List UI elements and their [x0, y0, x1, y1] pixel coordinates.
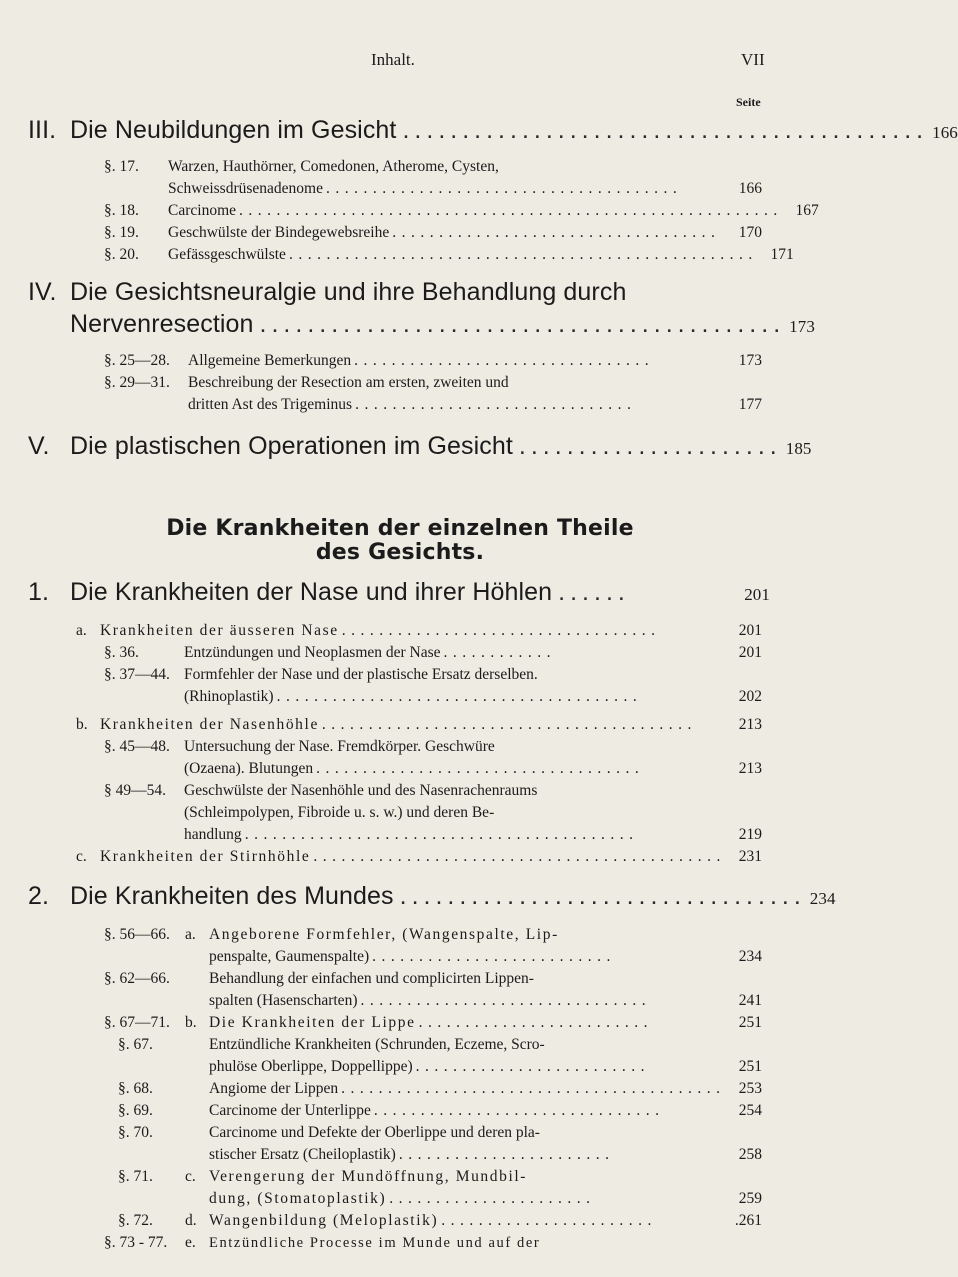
chapter-5-heading: V. Die plastischen Operationen im Gesicht ...................... 185 [28, 432, 812, 460]
chapter-page: 185 [785, 439, 812, 458]
toc-entry: §. 19. Geschwülste der Bindegewebsreihe ................................... 170 [104, 224, 762, 241]
chapter-page: 173 [789, 317, 815, 336]
toc-entry-continued: (Ozaena). Blutungen ................................... 213 [184, 760, 762, 777]
chapter-number: III. [28, 116, 57, 144]
toc-entry-continued: dung, (Stomatoplastik) ...................... 259 [209, 1190, 762, 1207]
part-title-line2: des Gesichts. [315, 540, 485, 565]
section-page: 201 [744, 585, 770, 604]
chapter-4-heading-continued: Nervenresection ............................................ 173 [70, 310, 815, 338]
toc-entry: §. 68. Angiome der Lippen ......................................... 253 [118, 1080, 762, 1097]
chapter-title: Die plastischen Operationen im Gesicht [70, 432, 513, 460]
toc-subsection: a. Krankheiten der äusseren Nase .................................. 201 [76, 622, 762, 639]
entry-page: 177 [738, 396, 762, 413]
entry-page: 173 [738, 352, 762, 369]
chapter-3-heading: III. Die Neubildungen im Gesicht ............................................ 166 [28, 116, 958, 144]
toc-entry: §. 45—48. Untersuchung der Nase. Fremdkörper. Geschwüre [104, 738, 495, 755]
toc-subsection: b. Krankheiten der Nasenhöhle ........................................ 213 [76, 716, 762, 733]
entry-page: 171 [770, 246, 794, 263]
part-title: Die Krankheiten der einzelnen Theile [166, 516, 634, 541]
chapter-number: V. [28, 432, 50, 460]
toc-entry-continued: Schweissdrüsenadenome ...................................... 166 [168, 180, 762, 197]
toc-entry: §. 17. Warzen, Hauthörner, Comedonen, Atherome, Cysten, [104, 158, 499, 175]
page-number-roman: VII [741, 50, 765, 69]
running-head-title: Inhalt. [371, 50, 415, 69]
toc-entry: §. 20. Gefässgeschwülste .................................................. 171 [104, 246, 794, 263]
entry-page: 166 [738, 180, 762, 197]
section-title: Die Krankheiten des Mundes [70, 882, 394, 910]
seite-label: Seite [736, 95, 761, 109]
toc-entry: §. 69. Carcinome der Unterlippe ............................... 254 [118, 1102, 762, 1119]
toc-entry-continued: (Rhinoplastik) ....................................... 202 [184, 688, 762, 705]
section-1-heading: 1. Die Krankheiten der Nase und ihrer Höhlen ...... 201 [28, 578, 770, 606]
entry-page: 167 [795, 202, 819, 219]
chapter-number: IV. [28, 278, 57, 306]
entry-page: 170 [738, 224, 762, 241]
toc-entry: §. 56—66. a. Angeborene Formfehler, (Wangenspalte, Lip- [104, 926, 559, 943]
toc-entry: §. 71. c. Verengerung der Mundöffnung, Mundbil- [118, 1168, 528, 1185]
toc-entry: §. 36. Entzündungen und Neoplasmen der Nase ............ 201 [104, 644, 762, 661]
toc-entry: §. 70. Carcinome und Defekte der Oberlippe und deren pla- [118, 1124, 540, 1141]
section-2-heading: 2. Die Krankheiten des Mundes .................................. 234 [28, 882, 836, 910]
chapter-page: 166 [932, 123, 958, 142]
toc-entry-continued: stischer Ersatz (Cheiloplastik) ....................... 258 [209, 1146, 762, 1163]
toc-entry-continued: penspalte, Gaumenspalte) .......................... 234 [209, 948, 762, 965]
section-number: 1. [28, 578, 50, 606]
toc-entry-continued: dritten Ast des Trigeminus .............................. 177 [188, 396, 762, 413]
toc-entry: §. 72. d. Wangenbildung (Meloplastik) ....................... .261 [118, 1212, 762, 1229]
toc-entry: §. 37—44. Formfehler der Nase und der plastische Ersatz derselben. [104, 666, 538, 683]
toc-entry: §. 18. Carcinome .......................................................... 167 [104, 202, 819, 219]
toc-entry-continued: phulöse Oberlippe, Doppellippe) ......................... 251 [209, 1058, 762, 1075]
toc-entry: §. 67. Entzündliche Krankheiten (Schrunden, Eczeme, Scro- [118, 1036, 545, 1053]
section-page: 234 [809, 889, 836, 908]
section-title: Die Krankheiten der Nase und ihrer Höhlen [70, 578, 553, 606]
toc-entry-continued: spalten (Hasenscharten) ............................... 241 [209, 992, 762, 1009]
chapter-title: Die Neubildungen im Gesicht [70, 116, 397, 144]
chapter-4-heading [28, 278, 770, 312]
toc-entry: §. 25—28. Allgemeine Bemerkungen ................................ 173 [104, 352, 762, 369]
toc-entry: § 49—54. Geschwülste der Nasenhöhle und des Nasenrachenraums [104, 782, 538, 799]
section-number: 2. [28, 882, 50, 910]
toc-entry: §. 73 - 77. e. Entzündliche Processe im Munde und auf der [104, 1234, 541, 1251]
toc-entry-continued: (Schleimpolypen, Fibroide u. s. w.) und deren Be- [184, 804, 495, 821]
toc-entry: §. 67—71. b. Die Krankheiten der Lippe ......................... 251 [104, 1014, 762, 1031]
toc-entry: §. 62—66. Behandlung der einfachen und complicirten Lippen- [104, 970, 534, 987]
chapter-title: Die Gesichtsneuralgie und ihre Behandlung durch [70, 278, 627, 306]
toc-entry: §. 29—31. Beschreibung der Resection am ersten, zweiten und [104, 374, 509, 391]
toc-subsection: c. Krankheiten der Stirnhöhle ............................................ 231 [76, 848, 762, 865]
toc-entry-continued: handlung .......................................... 219 [184, 826, 762, 843]
